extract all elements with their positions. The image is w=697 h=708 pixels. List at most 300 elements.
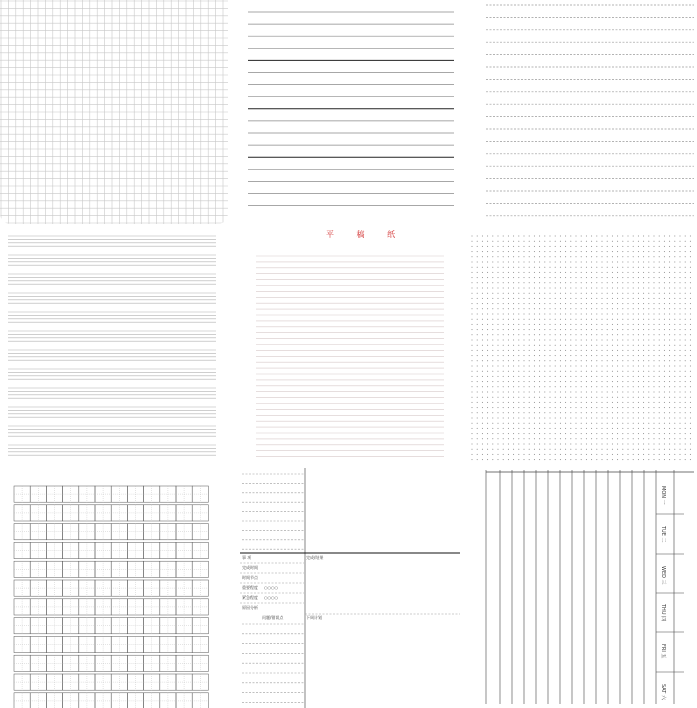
grid-dot xyxy=(648,329,649,330)
grid-dot xyxy=(524,277,525,278)
grid-dot xyxy=(529,272,530,273)
grid-dot xyxy=(617,267,618,268)
grid-dot xyxy=(477,324,478,325)
grid-dot xyxy=(550,360,551,361)
grid-dot xyxy=(612,334,613,335)
grid-dot xyxy=(654,267,655,268)
grid-dot xyxy=(622,282,623,283)
grid-dot xyxy=(607,340,608,341)
grid-dot xyxy=(617,288,618,289)
grid-dot xyxy=(612,397,613,398)
grid-dot xyxy=(492,256,493,257)
grid-dot xyxy=(596,256,597,257)
grid-dot xyxy=(648,371,649,372)
grid-dot xyxy=(581,449,582,450)
grid-dot xyxy=(685,371,686,372)
grid-dot xyxy=(674,397,675,398)
grid-dot xyxy=(518,355,519,356)
grid-dot xyxy=(690,418,691,419)
grid-dot xyxy=(534,428,535,429)
grid-dot xyxy=(482,350,483,351)
grid-dot xyxy=(498,277,499,278)
grid-dot xyxy=(555,272,556,273)
grid-dot xyxy=(503,334,504,335)
grid-dot xyxy=(643,438,644,439)
grid-dot xyxy=(664,371,665,372)
grid-dot xyxy=(622,288,623,289)
grid-dot xyxy=(622,251,623,252)
grid-dot xyxy=(586,293,587,294)
grid-dot xyxy=(674,444,675,445)
grid-dot xyxy=(576,293,577,294)
plan-notes-template[interactable] xyxy=(236,464,464,708)
grid-dot xyxy=(570,282,571,283)
grid-dot xyxy=(596,402,597,403)
grid-dot xyxy=(508,251,509,252)
grid-dot xyxy=(680,262,681,263)
grid-dot xyxy=(518,428,519,429)
grid-dot xyxy=(492,282,493,283)
grid-dot xyxy=(570,407,571,408)
grid-dot xyxy=(550,423,551,424)
grid-dot xyxy=(581,236,582,237)
grid-dot xyxy=(648,402,649,403)
grid-dot xyxy=(581,272,582,273)
grid-dot xyxy=(638,355,639,356)
grid-dot xyxy=(680,288,681,289)
grid-dot xyxy=(596,329,597,330)
grid-dot xyxy=(570,360,571,361)
grid-dot xyxy=(555,314,556,315)
grid-dot xyxy=(508,376,509,377)
grid-dot xyxy=(586,251,587,252)
grid-dot xyxy=(586,366,587,367)
grid-dot xyxy=(648,392,649,393)
grid-dot xyxy=(555,340,556,341)
grid-dot xyxy=(498,241,499,242)
grid-dot xyxy=(617,392,618,393)
grid-dot xyxy=(617,407,618,408)
grid-dot xyxy=(576,256,577,257)
grid-dot xyxy=(534,397,535,398)
grid-dot xyxy=(669,355,670,356)
manuscript-paper-template[interactable] xyxy=(244,224,458,464)
grid-dot xyxy=(550,324,551,325)
grid-dot xyxy=(607,308,608,309)
grid-dot xyxy=(472,355,473,356)
grid-dot xyxy=(674,319,675,320)
field-grid-template[interactable] xyxy=(0,478,226,708)
grid-dot xyxy=(555,360,556,361)
grid-dot xyxy=(524,418,525,419)
grid-dot xyxy=(503,355,504,356)
grid-dot xyxy=(534,288,535,289)
grid-dot xyxy=(659,459,660,460)
grid-dot xyxy=(622,454,623,455)
grid-dot xyxy=(581,392,582,393)
grid-dot xyxy=(576,418,577,419)
grid-dot xyxy=(586,423,587,424)
grid-dot xyxy=(576,428,577,429)
grid-dot xyxy=(669,386,670,387)
grid-dot xyxy=(664,319,665,320)
grid-dot xyxy=(513,381,514,382)
grid-dot xyxy=(617,360,618,361)
grid-dot xyxy=(503,288,504,289)
grid-dot xyxy=(596,277,597,278)
grid-dot xyxy=(617,324,618,325)
grid-dot xyxy=(643,246,644,247)
grid-dot xyxy=(518,366,519,367)
grid-dot xyxy=(685,314,686,315)
grid-dot xyxy=(560,397,561,398)
grid-dot xyxy=(633,449,634,450)
grid-dot xyxy=(581,418,582,419)
ruled-paper-template[interactable] xyxy=(244,0,458,224)
grid-dot xyxy=(591,293,592,294)
grid-dot xyxy=(591,355,592,356)
grid-dot xyxy=(596,371,597,372)
grid-dot xyxy=(518,319,519,320)
grid-dot xyxy=(477,402,478,403)
grid-dot xyxy=(482,293,483,294)
grid-dot xyxy=(654,449,655,450)
grid-dot xyxy=(602,459,603,460)
grid-dot xyxy=(565,334,566,335)
grid-dot xyxy=(685,303,686,304)
grid-paper-template[interactable] xyxy=(0,0,228,224)
grid-dot xyxy=(638,454,639,455)
grid-dot xyxy=(664,298,665,299)
grid-dot xyxy=(664,423,665,424)
dot-grid xyxy=(468,232,697,464)
grid-dot xyxy=(643,324,644,325)
grid-dot xyxy=(628,308,629,309)
grid-dot xyxy=(498,282,499,283)
grid-dot xyxy=(550,277,551,278)
grid-dot xyxy=(576,381,577,382)
grid-dot xyxy=(513,397,514,398)
grid-dot xyxy=(529,428,530,429)
grid-dot xyxy=(503,241,504,242)
grid-dot xyxy=(680,433,681,434)
grid-dot xyxy=(570,366,571,367)
grid-dot xyxy=(680,397,681,398)
grid-dot xyxy=(524,386,525,387)
grid-dot xyxy=(633,402,634,403)
grid-dot xyxy=(487,454,488,455)
grid-dot xyxy=(591,371,592,372)
grid-dot xyxy=(586,371,587,372)
grid-dot xyxy=(664,324,665,325)
grid-dot xyxy=(560,236,561,237)
grid-dot xyxy=(591,334,592,335)
grid-dot xyxy=(472,345,473,346)
grid-dot xyxy=(612,449,613,450)
grid-dot xyxy=(690,272,691,273)
grid-dot xyxy=(602,402,603,403)
grid-dot xyxy=(685,449,686,450)
grid-dot xyxy=(513,360,514,361)
grid-dot xyxy=(492,397,493,398)
grid-dot xyxy=(586,329,587,330)
grid-dot xyxy=(654,355,655,356)
grid-dot xyxy=(596,241,597,242)
grid-dot xyxy=(602,329,603,330)
grid-dot xyxy=(477,423,478,424)
grid-dot xyxy=(503,402,504,403)
grid-dot xyxy=(513,376,514,377)
grid-dot xyxy=(482,449,483,450)
weekly-planner-template[interactable] xyxy=(484,466,697,708)
grid-dot xyxy=(628,454,629,455)
grid-dot xyxy=(622,272,623,273)
grid-dot xyxy=(529,355,530,356)
grid-dot xyxy=(518,423,519,424)
grid-dot xyxy=(602,433,603,434)
grid-dot xyxy=(586,350,587,351)
grid-dot xyxy=(498,355,499,356)
grid-dot xyxy=(534,345,535,346)
grid-dot xyxy=(680,381,681,382)
grid-dot xyxy=(586,298,587,299)
grid-dot xyxy=(565,256,566,257)
grid-dot xyxy=(643,308,644,309)
grid-dot xyxy=(565,397,566,398)
grid-dot xyxy=(539,324,540,325)
grid-dot xyxy=(622,319,623,320)
grid-dot xyxy=(518,381,519,382)
grid-dot xyxy=(524,444,525,445)
grid-dot xyxy=(544,329,545,330)
grid-dot xyxy=(570,340,571,341)
grid-dot xyxy=(685,412,686,413)
grid-dot xyxy=(570,454,571,455)
grid-dot xyxy=(539,334,540,335)
grid-dot xyxy=(680,454,681,455)
grid-dot xyxy=(628,392,629,393)
grid-dot xyxy=(518,402,519,403)
grid-dot xyxy=(498,407,499,408)
grid-dot xyxy=(581,407,582,408)
grid-dot xyxy=(529,444,530,445)
grid-dot xyxy=(544,308,545,309)
grid-dot xyxy=(539,454,540,455)
grid-dot xyxy=(498,319,499,320)
grid-dot xyxy=(570,277,571,278)
grid-dot xyxy=(633,397,634,398)
grid-dot xyxy=(534,407,535,408)
grid-dot xyxy=(596,293,597,294)
grid-dot xyxy=(591,256,592,257)
grid-dot xyxy=(685,319,686,320)
grid-dot xyxy=(685,423,686,424)
grid-dot xyxy=(529,376,530,377)
grid-dot xyxy=(503,381,504,382)
grid-dot xyxy=(565,340,566,341)
grid-dot xyxy=(581,293,582,294)
grid-dot xyxy=(633,277,634,278)
right-label-complete: 完成/结果 xyxy=(306,555,324,560)
grid-dot xyxy=(477,366,478,367)
grid-dot xyxy=(669,246,670,247)
grid-dot xyxy=(612,345,613,346)
grid-dot xyxy=(664,314,665,315)
grid-dot xyxy=(487,397,488,398)
grid-dot xyxy=(596,360,597,361)
grid-dot xyxy=(617,350,618,351)
grid-dot xyxy=(503,454,504,455)
grid-dot xyxy=(669,360,670,361)
grid-dot xyxy=(539,418,540,419)
grid-dot xyxy=(555,267,556,268)
grid-dot xyxy=(581,402,582,403)
dot-grid-template[interactable] xyxy=(468,232,697,464)
grid-dot xyxy=(492,236,493,237)
grid-dot xyxy=(612,428,613,429)
grid-dot xyxy=(669,340,670,341)
grid-dot xyxy=(472,386,473,387)
dashed-line-template[interactable] xyxy=(482,0,697,232)
grid-dot xyxy=(659,308,660,309)
grid-dot xyxy=(669,251,670,252)
grid-dot xyxy=(628,376,629,377)
grid-dot xyxy=(550,251,551,252)
grid-dot xyxy=(508,433,509,434)
grid-dot xyxy=(498,428,499,429)
grid-dot xyxy=(617,402,618,403)
grid-dot xyxy=(492,412,493,413)
grid-dot xyxy=(508,402,509,403)
grid-dot xyxy=(633,246,634,247)
grid-dot xyxy=(550,298,551,299)
grid-dot xyxy=(498,308,499,309)
grid-dot xyxy=(576,360,577,361)
grid-dot xyxy=(555,371,556,372)
grid-dot xyxy=(539,449,540,450)
grid-dot xyxy=(560,355,561,356)
grid-dot xyxy=(492,319,493,320)
grid-dot xyxy=(669,241,670,242)
grid-dot xyxy=(529,256,530,257)
grid-dot xyxy=(565,277,566,278)
grid-dot xyxy=(607,412,608,413)
grid-dot xyxy=(596,444,597,445)
grid-dot xyxy=(664,407,665,408)
grid-dot xyxy=(607,241,608,242)
grid-dot xyxy=(643,277,644,278)
grid-dot xyxy=(524,272,525,273)
grid-dot xyxy=(477,428,478,429)
grid-dot xyxy=(674,392,675,393)
grid-dot xyxy=(482,397,483,398)
grid-dot xyxy=(508,288,509,289)
grid-dot xyxy=(659,329,660,330)
grid-dot xyxy=(586,444,587,445)
grid-dot xyxy=(664,256,665,257)
grid-dot xyxy=(544,324,545,325)
grid-dot xyxy=(659,381,660,382)
grid-dot xyxy=(680,267,681,268)
grid-dot xyxy=(550,386,551,387)
grid-dot xyxy=(612,438,613,439)
grid-dot xyxy=(674,381,675,382)
grid-dot xyxy=(643,444,644,445)
grid-dot xyxy=(487,433,488,434)
grid-dot xyxy=(472,277,473,278)
grid-dot xyxy=(638,293,639,294)
grid-dot xyxy=(674,303,675,304)
grid-dot xyxy=(643,449,644,450)
grid-dot xyxy=(622,423,623,424)
grid-dot xyxy=(529,449,530,450)
grid-dot xyxy=(503,345,504,346)
grid-dot xyxy=(602,241,603,242)
grid-dot xyxy=(503,444,504,445)
grid-dot xyxy=(508,345,509,346)
grid-dot xyxy=(508,236,509,237)
grid-dot xyxy=(586,433,587,434)
grid-dot xyxy=(622,444,623,445)
grid-dot xyxy=(529,366,530,367)
grid-dot xyxy=(648,418,649,419)
grid-dot xyxy=(648,366,649,367)
grid-dot xyxy=(576,386,577,387)
grid-dot xyxy=(534,314,535,315)
right-label-next: 下周计划 xyxy=(306,615,322,620)
grid-dot xyxy=(534,282,535,283)
grid-dot xyxy=(576,314,577,315)
grid-dot xyxy=(690,256,691,257)
grid-dot xyxy=(482,236,483,237)
grid-dot xyxy=(560,319,561,320)
grid-dot xyxy=(680,324,681,325)
grid-dot xyxy=(586,272,587,273)
grid-dot xyxy=(472,407,473,408)
grid-dot xyxy=(654,350,655,351)
grid-dot xyxy=(586,397,587,398)
grid-dot xyxy=(576,438,577,439)
english-four-line-template[interactable] xyxy=(0,230,222,462)
grid-dot xyxy=(685,256,686,257)
grid-dot xyxy=(498,345,499,346)
grid-dot xyxy=(534,277,535,278)
grid-dot xyxy=(591,314,592,315)
grid-dot xyxy=(544,433,545,434)
grid-dot xyxy=(680,366,681,367)
grid-dot xyxy=(539,256,540,257)
grid-dot xyxy=(669,449,670,450)
grid-dot xyxy=(539,402,540,403)
grid-dot xyxy=(612,314,613,315)
grid-dot xyxy=(487,282,488,283)
grid-dot xyxy=(529,267,530,268)
grid-dot xyxy=(482,334,483,335)
grid-dot xyxy=(633,308,634,309)
grid-dot xyxy=(513,324,514,325)
grid-dot xyxy=(513,392,514,393)
grid-dot xyxy=(581,444,582,445)
grid-dot xyxy=(648,355,649,356)
grid-dot xyxy=(539,319,540,320)
grid-dot xyxy=(633,454,634,455)
grid-dot xyxy=(690,444,691,445)
grid-dot xyxy=(555,298,556,299)
grid-dot xyxy=(544,428,545,429)
grid-dot xyxy=(586,246,587,247)
grid-dot xyxy=(539,444,540,445)
grid-dot xyxy=(674,251,675,252)
